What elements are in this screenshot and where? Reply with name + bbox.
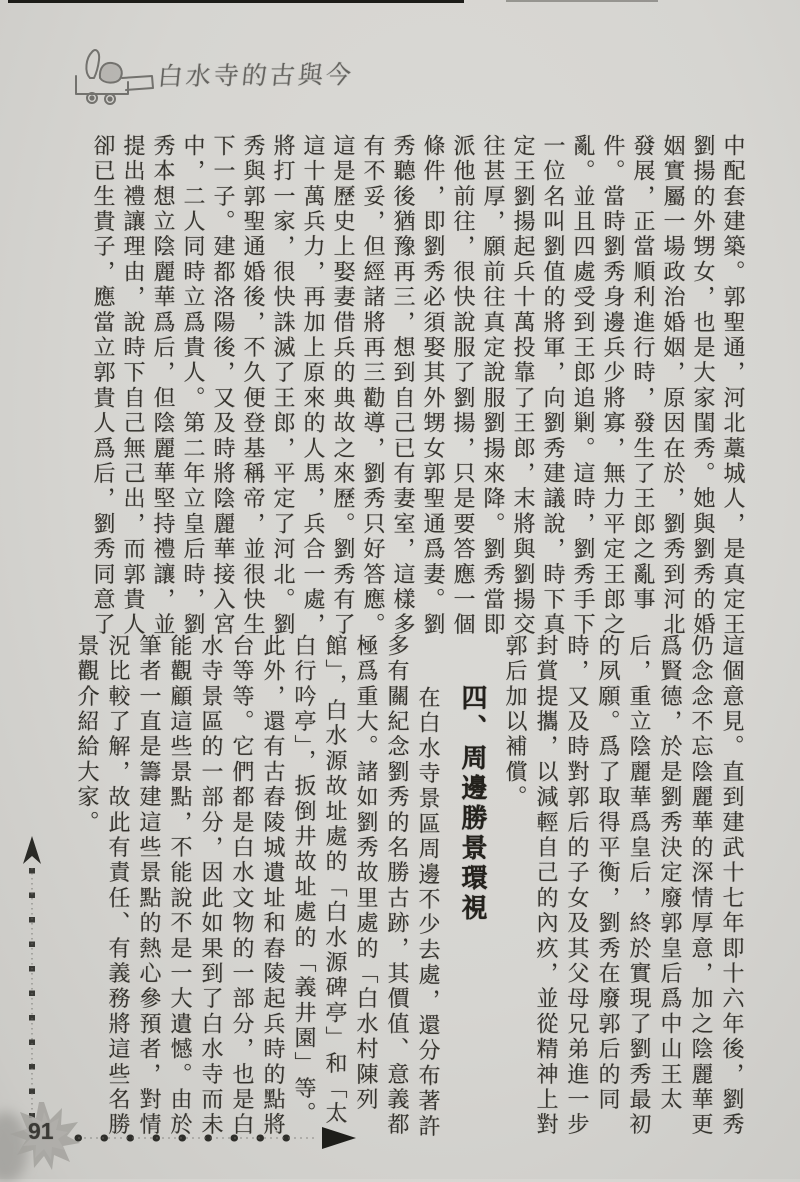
text-column: 亂。並且四處受到王郎追剿。這時，劉秀手下 <box>571 134 596 638</box>
text-column: 景觀介紹給大家。 <box>75 634 100 836</box>
cart-sketch-icon <box>66 42 158 106</box>
text-column: 多有關紀念劉秀的名勝古跡，其價值、意義都 <box>385 634 410 1138</box>
text-column: 此外，還有古舂陵城遺址和舂陵起兵時的點將 <box>261 634 286 1138</box>
up-arrow-dotted-line <box>14 834 50 1126</box>
text-column: 極爲重大。諸如劉秀故里處的「白水村陳列 <box>354 634 379 1113</box>
text-column: 定王劉揚起兵十萬投靠了王郎，末將與劉揚交 <box>511 134 536 638</box>
scan-edge-line <box>8 0 464 3</box>
text-column: 秀本想立陰麗華爲后，但陰麗華堅持禮讓，並 <box>151 134 176 638</box>
page-header <box>66 42 486 106</box>
text-column: 條件，即劉秀必須娶其外甥女郭聖通爲妻。劉 <box>421 134 446 638</box>
text-column: 館」，白水源故址處的「白水源碑亭」和「太 <box>323 634 348 1127</box>
text-column: 水寺景區的一部分，因此如果到了白水寺而未 <box>199 634 224 1138</box>
text-column: 一位名叫劉值的將軍，向劉秀建議說，時下真 <box>541 134 566 638</box>
page-number: 91 <box>28 1118 54 1144</box>
text-column: 中配套建築。郭聖通，河北藁城人，是真定王 <box>721 134 746 638</box>
text-column: 派他前往，很快說服了劉揚，只是要答應一個 <box>451 134 476 638</box>
text-column: 秀聽後猶豫再三，想到自己已有妻室，這樣多 <box>391 134 416 638</box>
text-column: 筆者一直是籌建這些景點的熱心參預者，對情 <box>137 634 162 1138</box>
text-column: 件。當時劉秀身邊兵少將寡，無力平定王郎之 <box>601 134 626 638</box>
text-column: 時，又及時對郭后的子女及其父母兄弟進一步 <box>565 634 590 1138</box>
text-column: 在白水寺景區周邊不少去處，還分布著許 <box>416 686 441 1140</box>
text-column: 中，二人同時立爲貴人。第二年立皇后時，劉 <box>181 134 206 638</box>
text-column: 台等等。它們都是白水文物的一部分，也是白 <box>230 634 255 1138</box>
text-column: 郭后加以補償。 <box>503 634 528 811</box>
text-column: 爲賢德，於是劉秀決定廢郭皇后爲中山王太 <box>658 634 683 1113</box>
text-column: 秀與郭聖通婚後，不久便登基稱帝，並很快生 <box>241 134 266 638</box>
text-column: 白行吟亭」，扳倒井故址處的「義井園」等。 <box>292 634 317 1127</box>
text-column: 將打一家，很快誅滅了王郎，平定了河北。劉 <box>271 134 296 638</box>
text-column: 這是歷史上娶妻借兵的典故之來歷。劉秀有了 <box>331 134 356 638</box>
text-column: 往甚厚，願前往真定說服劉揚來降。劉秀當即 <box>481 134 506 638</box>
text-column: 的夙願。爲了取得平衡，劉秀在廢郭后的同 <box>596 634 621 1113</box>
text-column: 姻實屬一場政治婚姻，原因在於，劉秀到河北 <box>661 134 686 638</box>
text-column: 這十萬兵力，再加上原來的人馬，兵合一處， <box>301 134 326 638</box>
text-column: 后，重立陰麗華爲皇后，終於實現了劉秀最初 <box>627 634 652 1138</box>
paragraph-bottom <box>56 634 748 1146</box>
text-column: 仍念念不忘陰麗華的深情厚意，加之陰麗華更 <box>689 634 714 1138</box>
section-heading: 四、周邊勝景環視 <box>458 684 487 924</box>
text-column: 這個意見。直到建武十七年即十六年後，劉秀 <box>720 634 745 1138</box>
text-column: 卻已生貴子，應當立郭貴人爲后，劉秀同意了 <box>91 134 116 638</box>
text-column: 封賞提攜，以減輕自己的內疚，並從精神上對 <box>534 634 559 1138</box>
text-column: 況比較了解，故此有責任、有義務將這些名勝 <box>106 634 131 1138</box>
text-column: 下一子。建都洛陽後，又及時將陰麗華接入宮 <box>211 134 236 638</box>
text-column: 發展，正當順利進行時，發生了王郎之亂事 <box>631 134 656 613</box>
text-column: 能觀顧這些景點，不能說不是一大遺憾。由於 <box>168 634 193 1138</box>
text-column: 有不妥，但經諸將再三勸導，劉秀只好答應。 <box>361 134 386 638</box>
scan-edge-line-faint <box>506 0 658 2</box>
text-column: 劉揚的外甥女，也是大家閨秀。她與劉秀的婚 <box>691 134 716 638</box>
text-column: 提出禮讓理由，說時下自己無己出，而郭貴人 <box>121 134 146 638</box>
right-arrow-dotted-line <box>70 1122 360 1154</box>
paragraph-top <box>84 134 748 642</box>
book-title: 白水寺的古與今 <box>156 61 356 91</box>
